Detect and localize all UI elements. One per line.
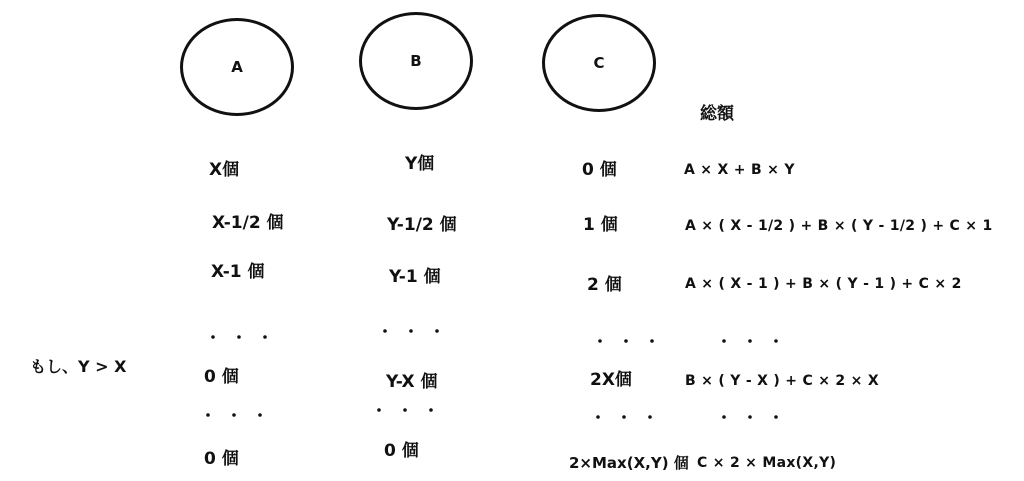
col-c-row-1: 0 個 [582,160,617,180]
col-b-row-1: Y個 [405,154,435,174]
col-b-dots-1: ・・・ [377,322,456,341]
col-a-row-7: 0 個 [204,449,239,469]
col-c-row-2: 1 個 [583,215,618,235]
total-row-1: A × X + B × Y [684,162,795,178]
col-b-row-7: 0 個 [384,441,419,461]
col-a-dots-1: ・・・ [205,328,284,347]
total-row-7: C × 2 × Max(X,Y) [697,455,837,471]
total-dots-1: ・・・ [716,332,795,351]
total-row-2: A × ( X - 1/2 ) + B × ( Y - 1/2 ) + C × 1 [685,218,993,234]
total-header: 総額 [700,104,734,124]
circle-c-label: C [593,54,605,72]
circle-b-label: B [410,52,422,70]
total-dots-2: ・・・ [716,408,795,427]
col-c-row-5: 2X個 [590,370,632,390]
total-row-5: B × ( Y - X ) + C × 2 × X [685,373,879,389]
col-a-row-5: 0 個 [204,367,239,387]
circle-c [542,14,656,112]
col-a-dots-2: ・・・ [200,406,279,425]
col-c-row-7: 2×Max(X,Y) 個 [569,454,689,472]
total-row-3: A × ( X - 1 ) + B × ( Y - 1 ) + C × 2 [685,276,962,292]
col-a-row-2: X-1/2 個 [212,213,284,233]
col-b-row-5: Y-X 個 [386,372,438,392]
col-c-dots-2: ・・・ [590,408,669,427]
condition-label: もし、Y > X [30,357,127,376]
circle-a [180,18,294,116]
col-b-row-2: Y-1/2 個 [387,215,457,235]
col-b-dots-2: ・・・ [371,401,450,420]
col-a-row-3: X-1 個 [211,262,265,282]
col-c-dots-1: ・・・ [592,332,671,351]
col-a-row-1: X個 [209,160,240,180]
col-c-row-3: 2 個 [587,275,622,295]
circle-a-label: A [231,58,243,76]
circle-b [359,12,473,110]
col-b-row-3: Y-1 個 [389,267,441,287]
